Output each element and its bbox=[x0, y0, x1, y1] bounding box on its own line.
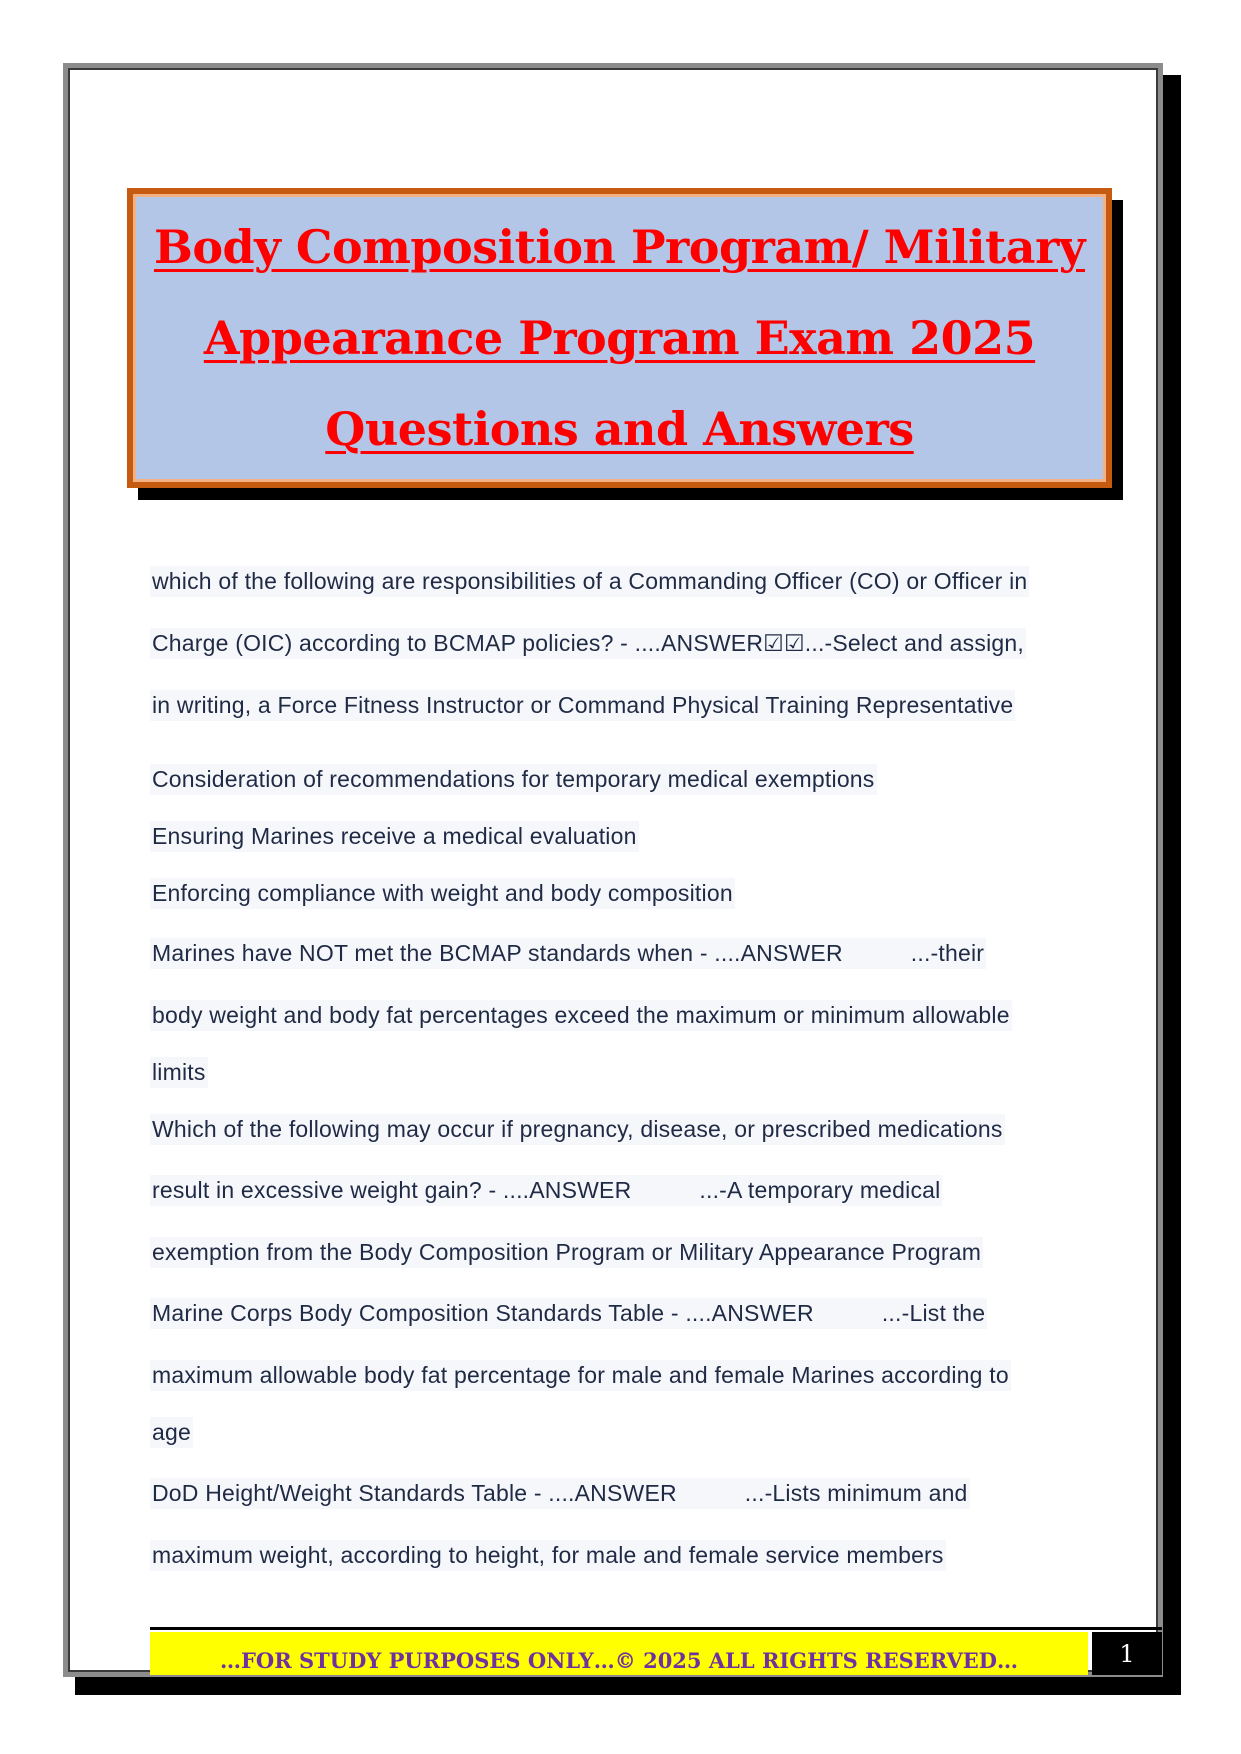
text-line: Consideration of recommendations for temporary medical exemptions bbox=[150, 764, 877, 795]
text-line: maximum allowable body fat percentage for male and female Marines according to bbox=[150, 1360, 1011, 1391]
text-fragment: Marine Corps Body Composition Standards Table - ....ANSWER bbox=[152, 1300, 814, 1326]
text-line: which of the following are responsibilities of a Commanding Officer (CO) or Officer in bbox=[150, 566, 1029, 597]
title-line-2: Appearance Program Exam 2025 bbox=[203, 310, 1036, 365]
text-line bbox=[150, 1175, 942, 1206]
title-box bbox=[127, 188, 1112, 488]
text-line bbox=[150, 1298, 987, 1329]
title-line-1: Body Composition Program/ Military bbox=[153, 219, 1086, 274]
page-number: 1 bbox=[1092, 1632, 1162, 1675]
text-fragment: ...-A temporary medical bbox=[699, 1177, 941, 1203]
footer-rule bbox=[150, 1627, 1162, 1630]
text-line: in writing, a Force Fitness Instructor or Command Physical Training Representative bbox=[150, 690, 1015, 721]
text-fragment: result in excessive weight gain? - ....ANSWER bbox=[152, 1177, 632, 1203]
text-fragment: Marines have NOT met the BCMAP standards when - ....ANSWER bbox=[152, 940, 843, 966]
text-fragment: Enforcing compliance with weight and body composition bbox=[152, 880, 733, 906]
title-line-3: Questions and Answers bbox=[325, 401, 914, 456]
text-line bbox=[150, 1478, 970, 1509]
footer-bar bbox=[150, 1632, 1088, 1675]
text-fragment: DoD Height/Weight Standards Table - ....ANSWER bbox=[152, 1480, 677, 1506]
text-line: maximum weight, according to height, for male and female service members bbox=[150, 1540, 946, 1571]
text-fragment: ...-their bbox=[910, 940, 985, 966]
text-line: Which of the following may occur if pregnancy, disease, or prescribed medications bbox=[150, 1114, 1005, 1145]
text-line: exemption from the Body Composition Program or Military Appearance Program bbox=[150, 1237, 983, 1268]
footer-text: …FOR STUDY PURPOSES ONLY…© 2025 ALL RIGHTS RESERVED… bbox=[220, 1648, 1018, 1673]
text-line bbox=[150, 878, 735, 909]
text-line: Charge (OIC) according to BCMAP policies? - ....ANSWER☑☑...-Select and assign, bbox=[150, 628, 1026, 659]
text-line: body weight and body fat percentages exceed the maximum or minimum allowable bbox=[150, 1000, 1012, 1031]
text-line: Ensuring Marines receive a medical evaluation bbox=[150, 821, 639, 852]
text-fragment: ...-List the bbox=[881, 1300, 986, 1326]
text-fragment: ...-Lists minimum and bbox=[744, 1480, 968, 1506]
text-line bbox=[150, 938, 986, 969]
text-line: limits bbox=[150, 1057, 208, 1088]
text-line: age bbox=[150, 1417, 193, 1448]
